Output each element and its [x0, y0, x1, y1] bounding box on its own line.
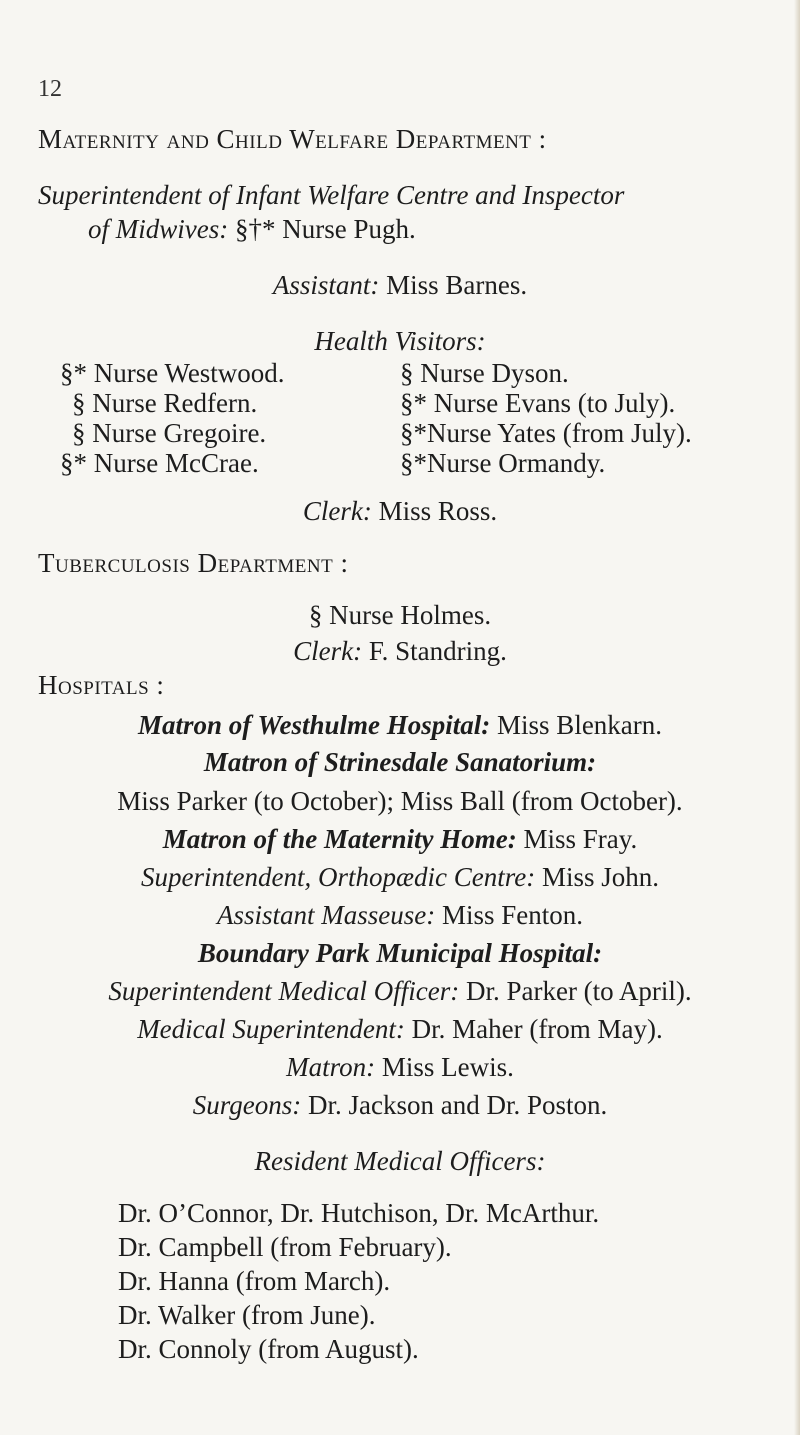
- assistant-role: Assistant:: [272, 270, 380, 300]
- health-visitor-right-2: §*Nurse Yates (from July).: [400, 418, 692, 448]
- tuberculosis-nurse: § Nurse Holmes.: [308, 600, 492, 630]
- health-visitor-left-2: § Nurse Gregoire.: [72, 418, 267, 448]
- matron-line: [0, 1052, 800, 1083]
- tuberculosis-clerk-name: F. Standring.: [368, 636, 507, 666]
- rmo-line-4: Dr. Connoly (from August).: [118, 1334, 419, 1364]
- maternity-clerk-role: Clerk:: [302, 496, 372, 526]
- health-visitors-right-column: [400, 358, 692, 478]
- superintendent-name: §†* Nurse Pugh.: [234, 214, 416, 244]
- westhulme-role: Matron of Westhulme Hospital:: [137, 710, 491, 740]
- masseuse-role: Assistant Masseuse:: [216, 900, 436, 930]
- masseuse-line: [0, 900, 800, 931]
- tuberculosis-department-heading: Tuberculosis Department :: [38, 548, 349, 578]
- health-visitor-left-0: §* Nurse Westwood.: [60, 358, 285, 388]
- matron-name: Miss Lewis.: [381, 1052, 514, 1082]
- health-visitors-heading: Health Visitors:: [314, 326, 486, 356]
- orthopaedic-name: Miss John.: [541, 862, 659, 892]
- assistant-name: Miss Barnes.: [386, 270, 528, 300]
- rmo-line-0: Dr. O’Connor, Dr. Hutchison, Dr. McArthur.: [118, 1198, 600, 1228]
- masseuse-name: Miss Fenton.: [441, 900, 584, 930]
- rmo-line-3: Dr. Walker (from June).: [118, 1300, 376, 1330]
- health-visitor-right-0: § Nurse Dyson.: [400, 358, 569, 388]
- surgeons-line: [0, 1090, 800, 1121]
- maternity-home-name: Miss Fray.: [523, 824, 638, 854]
- health-visitor-left-3: §* Nurse McCrae.: [60, 448, 259, 478]
- tuberculosis-clerk-line: [0, 636, 800, 667]
- superintendent-role-line1: Superintendent of Infant Welfare Centre and Inspector: [38, 180, 625, 210]
- maternity-home-role: Matron of the Maternity Home:: [162, 824, 517, 854]
- smo-line: [0, 976, 800, 1007]
- superintendent-role-line2: of Midwives:: [88, 214, 229, 244]
- maternity-department-heading: Maternity and Child Welfare Department :: [38, 124, 547, 154]
- health-visitors-left-column: [60, 358, 285, 478]
- smo-role: Superintendent Medical Officer:: [108, 976, 460, 1006]
- rmo-line-1: Dr. Campbell (from February).: [118, 1232, 452, 1262]
- ms-name: Dr. Maher (from May).: [411, 1014, 663, 1044]
- orthopaedic-line: [0, 862, 800, 893]
- strinesdale-role: Matron of Strinesdale Sanatorium:: [203, 747, 597, 777]
- hospitals-heading: Hospitals :: [38, 670, 165, 700]
- maternity-clerk-line: [0, 496, 800, 527]
- maternity-clerk-name: Miss Ross.: [378, 496, 498, 526]
- tuberculosis-clerk-role: Clerk:: [293, 636, 363, 666]
- health-visitor-right-3: §*Nurse Ormandy.: [400, 448, 606, 478]
- health-visitor-right-1: §* Nurse Evans (to July).: [400, 388, 676, 418]
- rmo-heading: Resident Medical Officers:: [254, 1146, 546, 1176]
- westhulme-name: Miss Blenkarn.: [497, 710, 663, 740]
- ms-line: [0, 1014, 800, 1045]
- superintendent-line2: [88, 214, 416, 245]
- strinesdale-names: Miss Parker (to October); Miss Ball (from October).: [117, 786, 683, 816]
- health-visitor-left-1: § Nurse Redfern.: [72, 388, 258, 418]
- ms-role: Medical Superintendent:: [137, 1014, 405, 1044]
- smo-name: Dr. Parker (to April).: [465, 976, 692, 1006]
- page-number: 12: [38, 76, 62, 102]
- westhulme-line: [0, 710, 800, 741]
- surgeons-names: Dr. Jackson and Dr. Poston.: [308, 1090, 608, 1120]
- rmo-line-2: Dr. Hanna (from March).: [118, 1266, 391, 1296]
- matron-role: Matron:: [286, 1052, 376, 1082]
- maternity-home-line: [0, 824, 800, 855]
- boundary-park-heading: Boundary Park Municipal Hospital:: [197, 938, 603, 968]
- assistant-line: [0, 270, 800, 301]
- orthopaedic-role: Superintendent, Orthopædic Centre:: [141, 862, 536, 892]
- surgeons-role: Surgeons:: [192, 1090, 302, 1120]
